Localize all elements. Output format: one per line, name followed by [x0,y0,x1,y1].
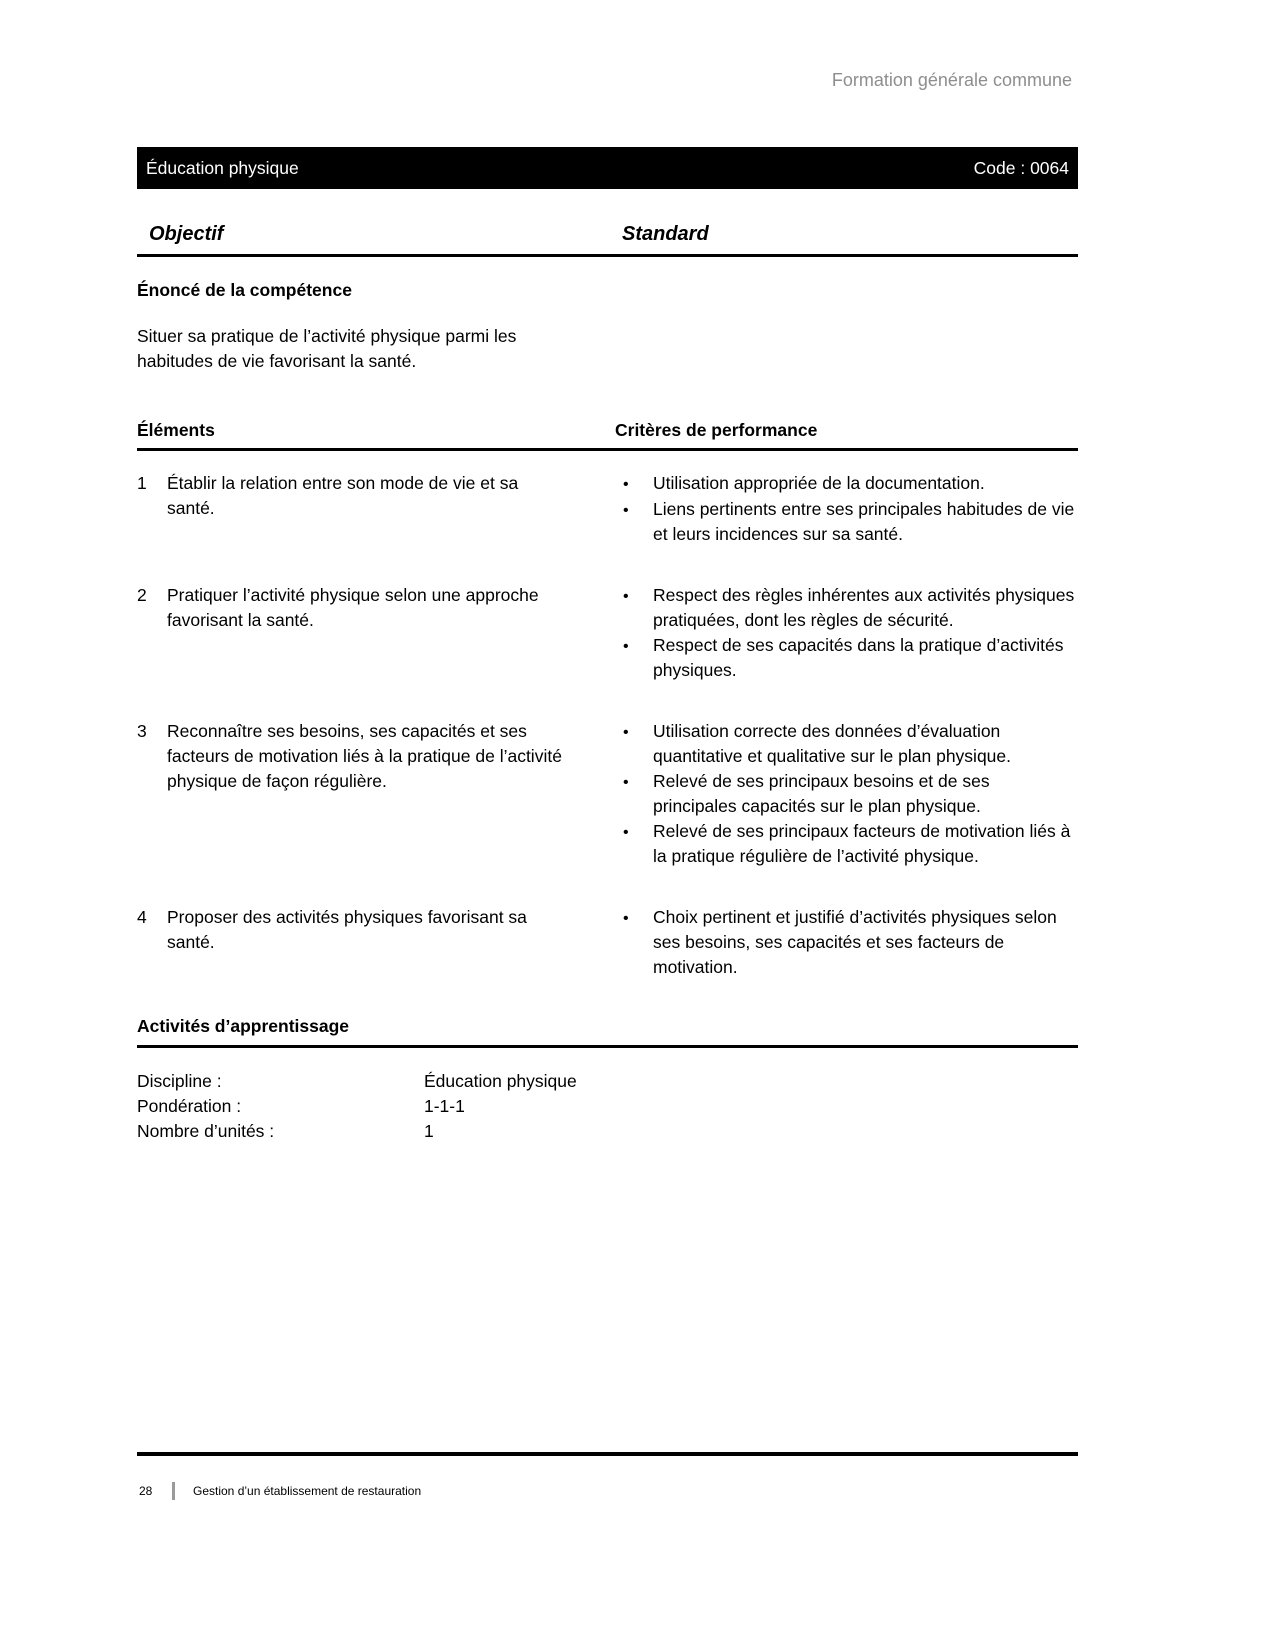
bullet-icon [623,769,653,819]
page-content [137,0,1078,1144]
running-header: Formation générale commune [831,70,1072,90]
course-code: Code : 0064 [973,157,1069,178]
elements-heading: Éléments [137,420,215,440]
criterion-text: Choix pertinent et justifié d’activités physiques selon ses besoins, ses capacités et ses facteurs de motivation. [653,907,1057,977]
criterion [615,633,1078,683]
kv-value: Éducation physique [424,1071,577,1091]
element-cell [137,471,615,547]
criterion-text: Respect des règles inhérentes aux activités physiques pratiquées, dont les règles de sécurité. [653,585,1075,630]
bullet-icon [623,719,653,769]
kv-value: 1-1-1 [424,1096,465,1116]
bullet-icon [623,905,653,980]
course-title-bar [137,147,1078,189]
footer-text: Gestion d’un établissement de restauration [193,1484,422,1498]
element-text: Reconnaître ses besoins, ses capacités et ses facteurs de motivation liés à la pratique de l’activité physique de façon régulière. [167,721,562,791]
criterion-text: Utilisation correcte des données d’évaluation quantitative et qualitative sur le plan physique. [653,721,1012,766]
kv-label: Nombre d’unités : [137,1121,275,1141]
kv-label: Pondération : [137,1096,242,1116]
bullet-icon [623,633,653,683]
footer-separator-bar [172,1482,175,1500]
element-row [137,905,1078,980]
element-cell [137,905,615,980]
criterion [615,471,1078,497]
element-row [137,471,1078,547]
criterion-text: Relevé de ses principaux besoins et de ses principales capacités sur le plan physique. [653,771,990,816]
kv-label: Discipline : [137,1071,222,1091]
criterion [615,719,1078,769]
kv-row-ponderation [137,1094,1078,1119]
standard-heading: Standard [622,223,709,245]
criterion-text: Relevé de ses principaux facteurs de motivation liés à la pratique régulière de l’activité physique. [653,821,1071,866]
footer-rule [137,1452,1078,1456]
criterion [615,769,1078,819]
element-number: 1 [137,473,147,493]
bullet-icon [623,819,653,869]
element-row [137,583,1078,683]
element-text: Proposer des activités physiques favorisant sa santé. [167,907,527,952]
elements-table [137,471,1078,980]
criterion-text: Liens pertinents entre ses principales habitudes de vie et leurs incidences sur sa santé. [653,499,1075,544]
criteria-cell [615,471,1078,547]
criterion [615,497,1078,547]
criteria-cell [615,905,1078,980]
objectif-standard-header [137,223,1078,257]
kv-row-unites [137,1119,1078,1144]
bullet-icon [623,471,653,497]
element-cell [137,719,615,869]
activities-heading: Activités d’apprentissage [137,1016,1078,1048]
criteria-cell [615,583,1078,683]
bullet-icon [623,497,653,547]
kv-row-discipline [137,1069,1078,1094]
element-text: Pratiquer l’activité physique selon une approche favorisant la santé. [167,585,539,630]
element-row [137,719,1078,869]
activities-details [137,1069,1078,1144]
element-number: 2 [137,585,147,605]
element-number: 4 [137,907,147,927]
kv-value: 1 [424,1121,434,1141]
elements-criteria-header [137,420,1078,451]
bullet-icon [623,583,653,633]
criterion [615,583,1078,633]
criteria-cell [615,719,1078,869]
criterion-text: Respect de ses capacités dans la pratique d’activités physiques. [653,635,1064,680]
criterion [615,905,1078,980]
objectif-heading: Objectif [149,223,224,245]
criterion [615,819,1078,869]
criterion-text: Utilisation appropriée de la documentation. [653,473,985,493]
element-cell [137,583,615,683]
competence-text: Situer sa pratique de l’activité physique parmi les habitudes de vie favorisant la santé. [137,326,517,371]
course-title: Éducation physique [146,157,299,178]
criteres-heading: Critères de performance [615,420,818,440]
element-text: Établir la relation entre son mode de vie et sa santé. [167,473,519,518]
element-number: 3 [137,721,147,741]
page-number: 28 [139,1484,153,1498]
competence-heading: Énoncé de la compétence [137,280,352,300]
page-footer [139,1482,1080,1500]
